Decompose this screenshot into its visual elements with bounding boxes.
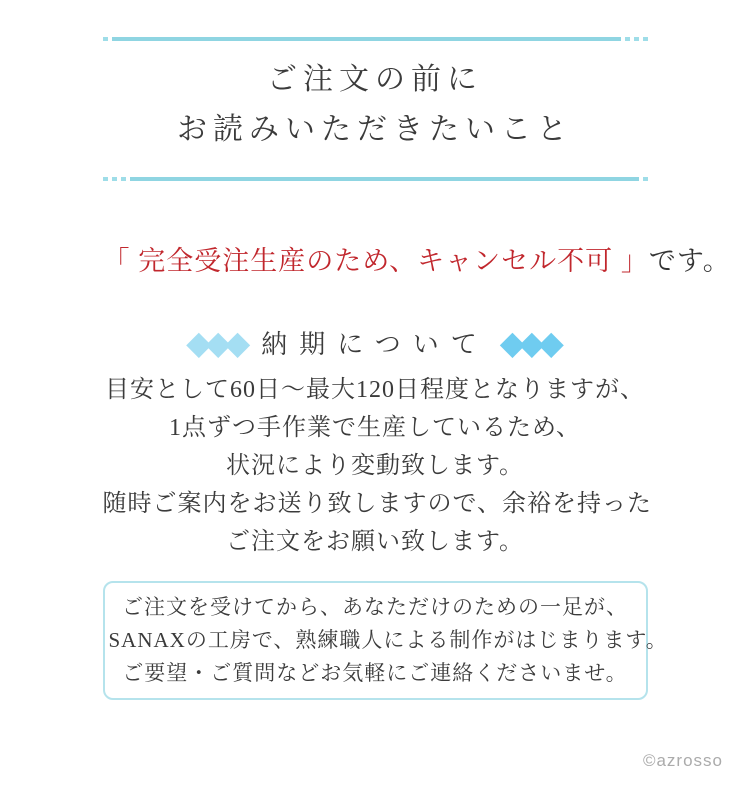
page-title-line2: お読みいただきたいこと: [177, 113, 573, 146]
delivery-heading-label: 納期について: [261, 330, 489, 359]
diamond-icon: ◆: [205, 323, 231, 362]
notice-page: [102, 37, 731, 700]
divider-dash: [112, 177, 117, 181]
divider-dash: [643, 177, 648, 181]
page-title: [103, 55, 648, 155]
delivery-line: 1点ずつ手作業で生産しているため、: [168, 415, 582, 441]
copyright-watermark: ©azrosso: [642, 751, 723, 770]
page-title-line1: ご注文の前に: [267, 63, 483, 96]
divider-line: [130, 177, 639, 181]
delivery-line: 随時ご案内をお送り致しますので、余裕を持った: [102, 491, 653, 517]
divider-dash: [634, 37, 639, 41]
delivery-heading: [103, 324, 648, 361]
workshop-info-box: [103, 581, 668, 700]
diamond-icon: ◆: [499, 323, 526, 362]
delivery-line: ご注文をお願い致します。: [225, 529, 525, 555]
diamond-icon: ◆: [519, 323, 545, 362]
bottom-divider: [103, 177, 648, 181]
top-divider: [103, 37, 648, 41]
diamond-icon: ◆: [224, 323, 251, 362]
cancel-notice-suffix: です。: [648, 246, 731, 276]
diamond-icon: ◆: [186, 323, 212, 362]
delivery-line: 状況により変動致します。: [225, 453, 525, 479]
divider-dash: [121, 177, 126, 181]
divider-line: [112, 37, 621, 41]
delivery-line: 目安として60日〜最大120日程度となりますが、: [105, 377, 645, 403]
divider-dash: [103, 37, 108, 41]
diamond-decoration-right: [499, 323, 564, 362]
divider-dash: [103, 177, 108, 181]
divider-dash: [643, 37, 648, 41]
cancel-notice-highlight: 「 完全受注生産のため、キャンセル不可 」: [102, 246, 649, 276]
info-box-line: ご注文を受けてから、あなただけのための一足が、: [122, 595, 628, 619]
diamond-icon: ◆: [538, 323, 564, 362]
delivery-details: [102, 371, 653, 561]
divider-dash: [625, 37, 630, 41]
info-box-line: ご要望・ご質問などお気軽にご連絡くださいませ。: [122, 661, 628, 685]
cancel-notice: [102, 239, 731, 278]
info-box-line: SANAXの工房で、熟練職人による制作がはじまります。: [108, 628, 668, 652]
diamond-decoration-left: [186, 323, 251, 362]
